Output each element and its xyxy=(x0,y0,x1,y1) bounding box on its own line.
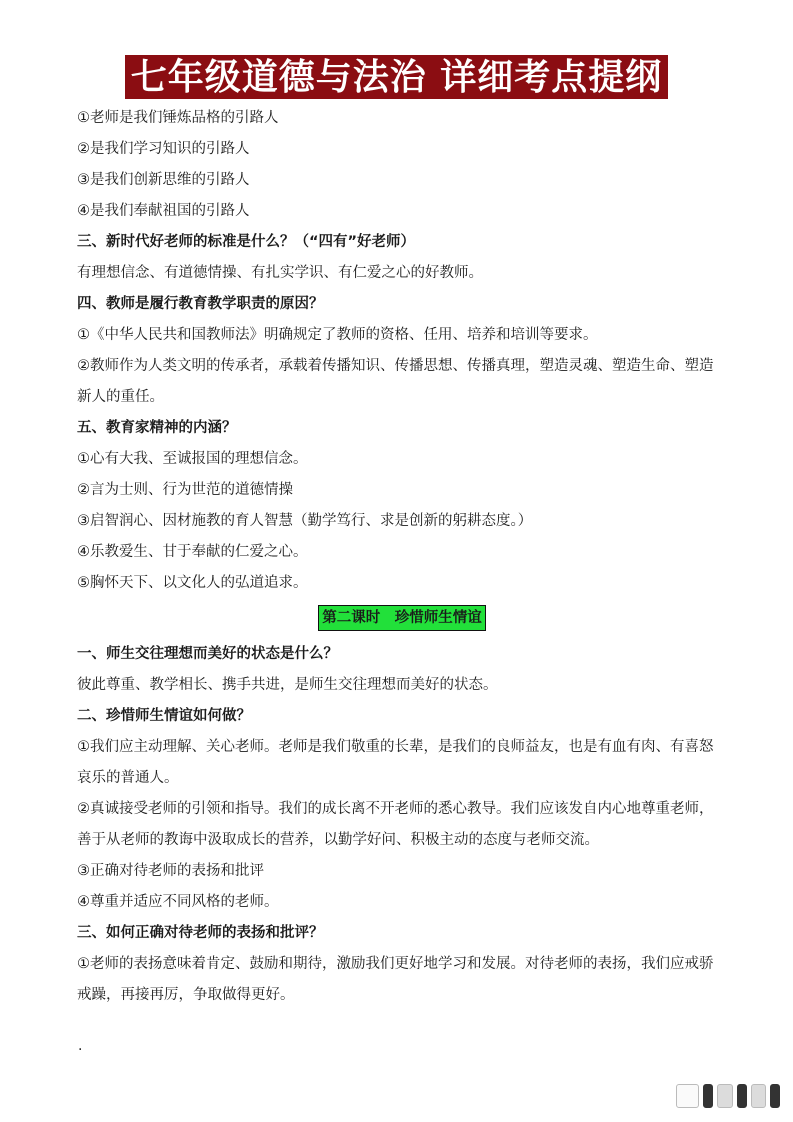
title-banner xyxy=(0,55,793,99)
list-item: ①老师是我们锤炼品格的引路人 xyxy=(77,110,279,126)
section-heading: 二、珍惜师生情谊如何做？ xyxy=(77,708,251,724)
section-heading: 三、新时代好老师的标准是什么？（“四有”好老师） xyxy=(77,234,416,250)
lesson-title: 第二课时 珍惜师生情谊 xyxy=(318,605,486,631)
list-item: ②是我们学习知识的引路人 xyxy=(77,141,250,157)
section-heading: 五、教育家精神的内涵？ xyxy=(77,420,237,436)
list-item: ①我们应主动理解、关心老师。老师是我们敬重的长辈，是我们的良师益友，也是有血有肉、有喜怒哀乐的普通人。 xyxy=(77,739,714,786)
page-title: 七年级道德与法治 详细考点提纲 xyxy=(125,55,669,99)
section-heading: 三、如何正确对待老师的表扬和批评？ xyxy=(77,925,324,941)
list-item: ②言为士则、行为世范的道德情操 xyxy=(77,482,293,498)
page-thumb-icon[interactable] xyxy=(717,1084,733,1108)
list-item: ⑤胸怀天下、以文化人的弘道追求。 xyxy=(77,575,308,591)
lesson-header xyxy=(77,599,727,639)
section-heading: 四、教师是履行教育教学职责的原因？ xyxy=(77,296,324,312)
bar-icon xyxy=(770,1084,780,1108)
list-item: ②教师作为人类文明的传承者，承载着传播知识、传播思想、传播真理，塑造灵魂、塑造生命、塑造新人的重任。 xyxy=(77,358,714,405)
page-thumb-icon[interactable] xyxy=(751,1084,767,1108)
list-item: ①心有大我、至诚报国的理想信念。 xyxy=(77,451,308,467)
list-item: ①《中华人民共和国教师法》明确规定了教师的资格、任用、培养和培训等要求。 xyxy=(77,327,598,343)
list-item: ③启智润心、因材施教的育人智慧（勤学笃行、求是创新的躬耕态度。） xyxy=(77,513,533,529)
list-item: ④是我们奉献祖国的引路人 xyxy=(77,203,250,219)
list-item: ④尊重并适应不同风格的老师。 xyxy=(77,894,279,910)
stray-dot: . xyxy=(78,1038,83,1054)
list-item: ②真诚接受老师的引领和指导。我们的成长离不开老师的悉心教导。我们应该发自内心地尊重老师，善于从老师的教诲中汲取成长的营养，以勤学好问、积极主动的态度与老师交流。 xyxy=(77,801,714,848)
section-heading: 一、师生交往理想而美好的状态是什么？ xyxy=(77,646,338,662)
list-item: ③正确对待老师的表扬和批评 xyxy=(77,863,264,879)
reader-toolbar[interactable] xyxy=(676,1083,780,1109)
bar-icon xyxy=(703,1084,713,1108)
page-thumb-icon[interactable] xyxy=(676,1084,699,1108)
document-body xyxy=(77,103,727,1011)
bar-icon xyxy=(737,1084,747,1108)
list-item: ③是我们创新思维的引路人 xyxy=(77,172,250,188)
paragraph: 有理想信念、有道德情操、有扎实学识、有仁爱之心的好教师。 xyxy=(77,265,483,281)
paragraph: 彼此尊重、教学相长、携手共进，是师生交往理想而美好的状态。 xyxy=(77,677,498,693)
list-item: ④乐教爱生、甘于奉献的仁爱之心。 xyxy=(77,544,308,560)
list-item: ①老师的表扬意味着肯定、鼓励和期待，激励我们更好地学习和发展。对待老师的表扬，我们应戒骄戒躁，再接再厉，争取做得更好。 xyxy=(77,956,714,1003)
